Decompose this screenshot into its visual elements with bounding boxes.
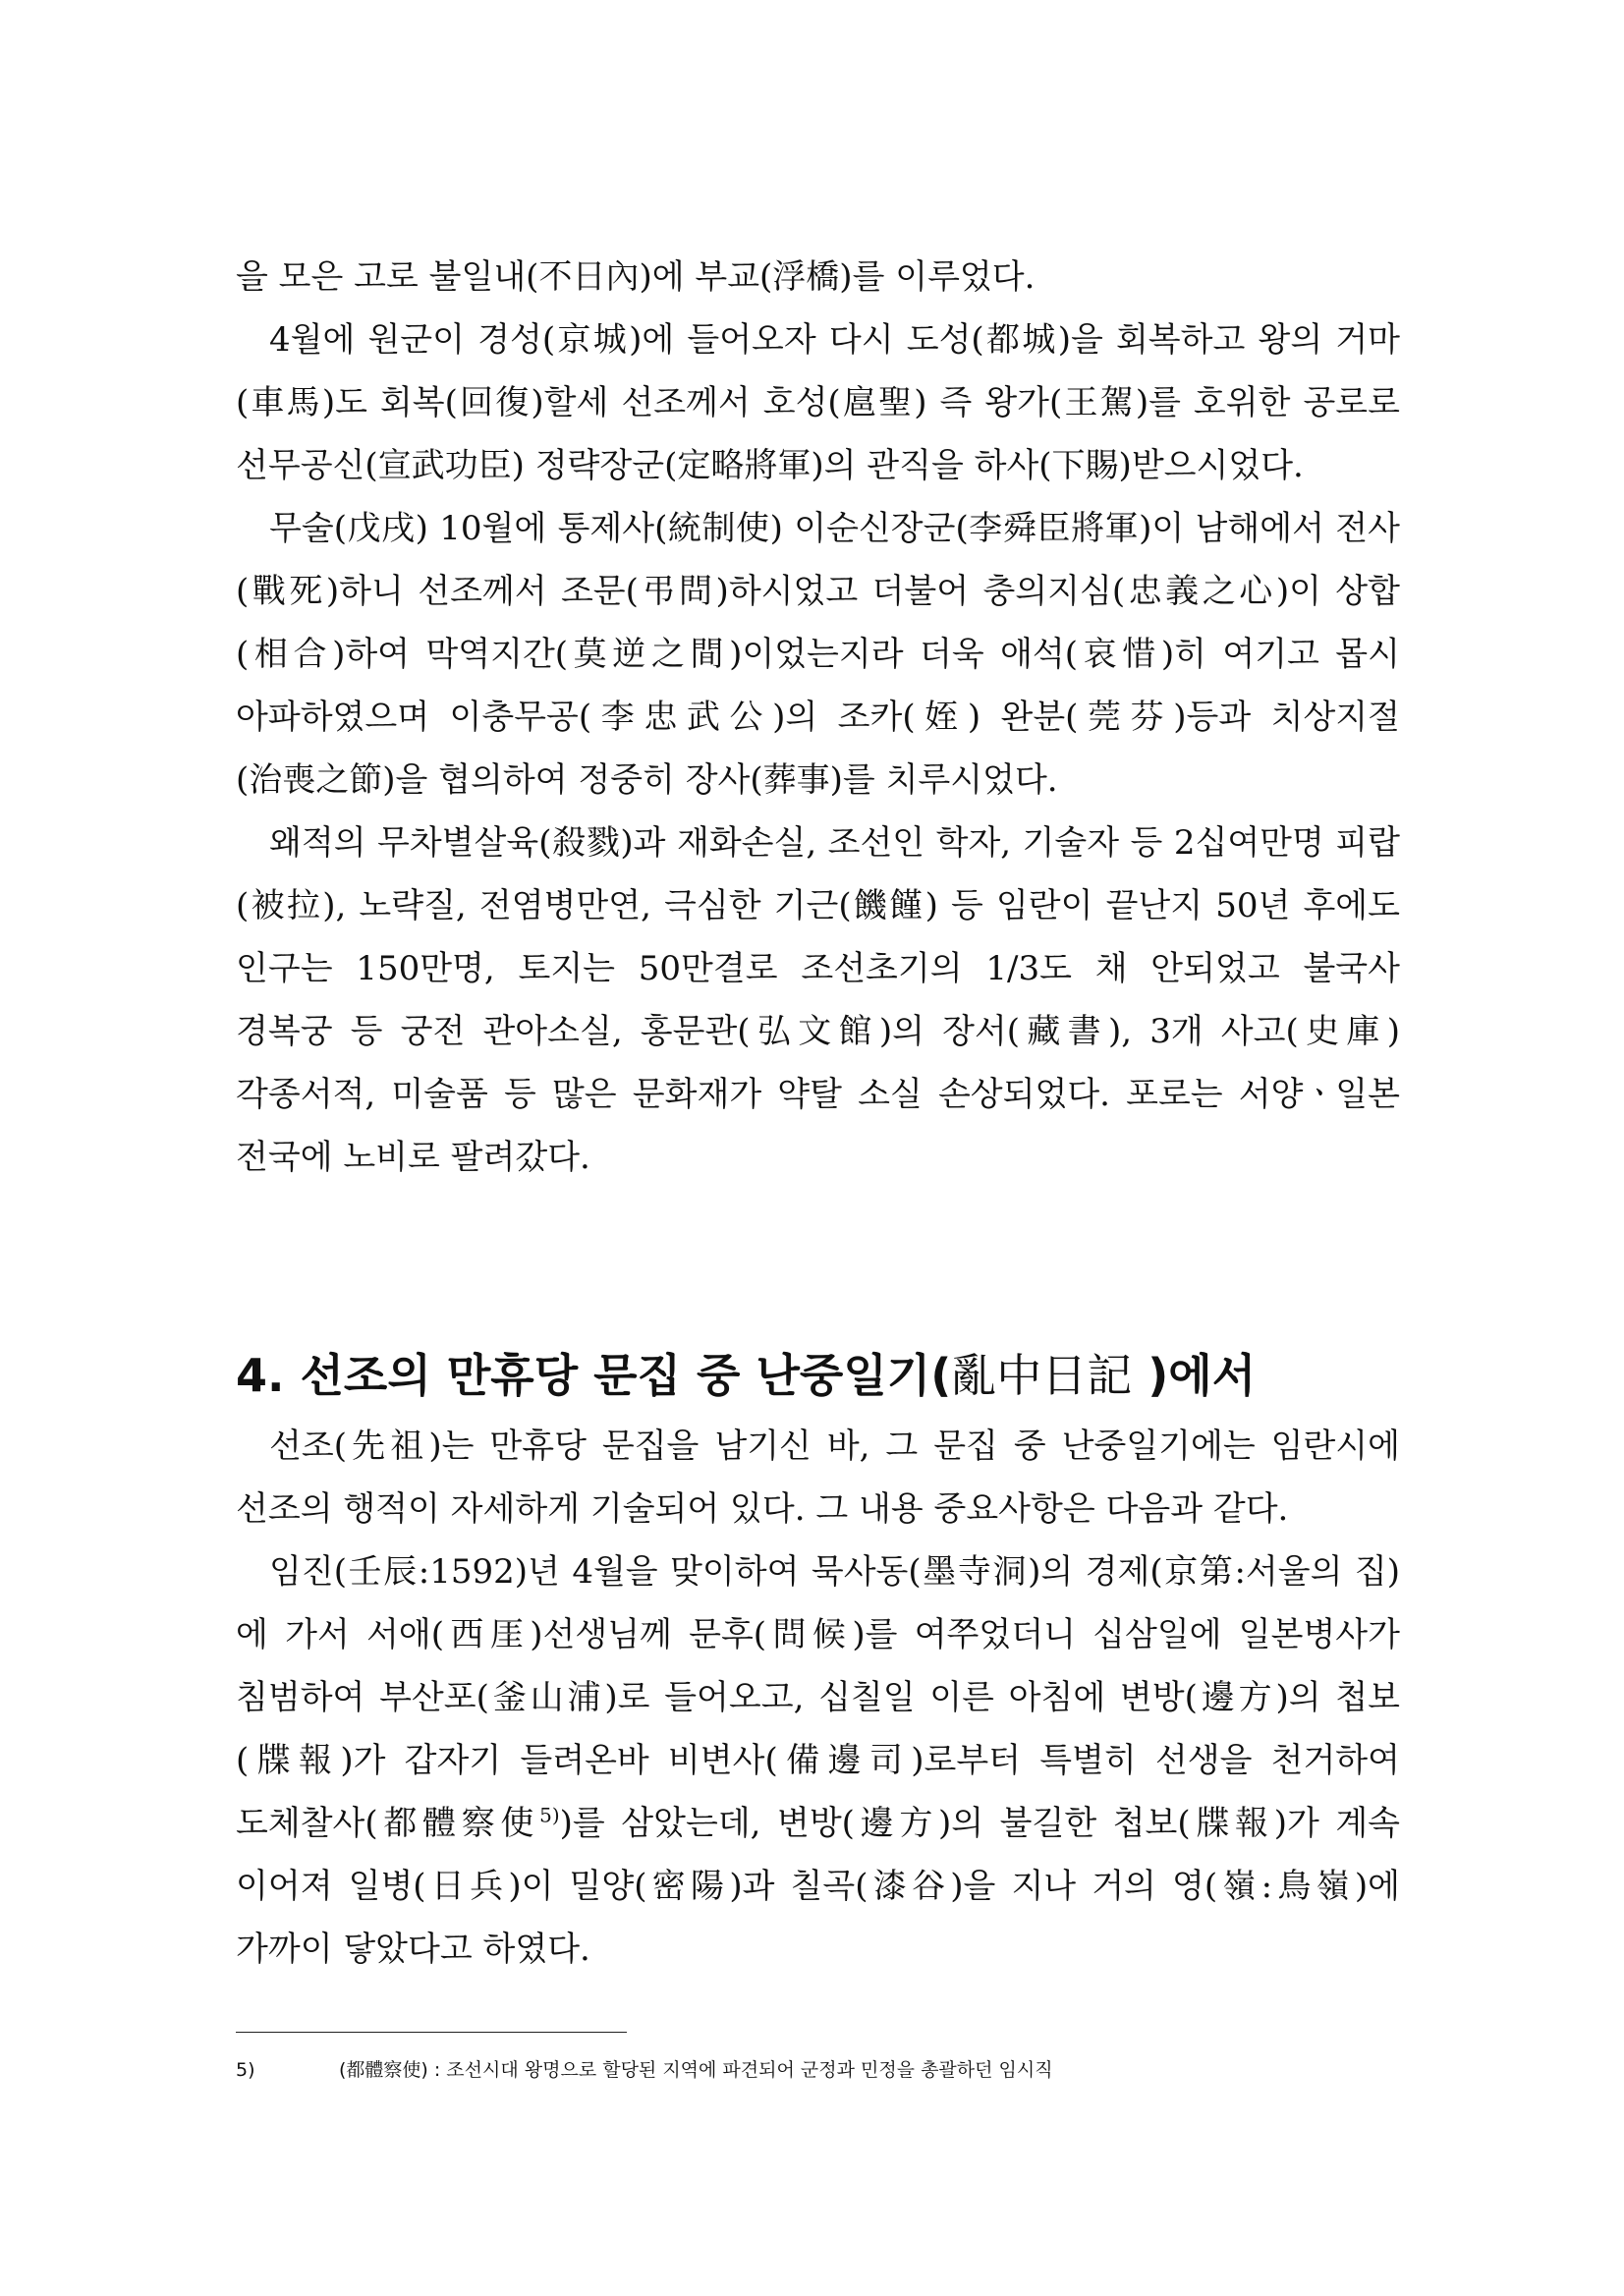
body-paragraph-2: 4월에 원군이 경성(京城)에 들어오자 다시 도성(都城)을 회복하고 왕의 거마(車馬)도 회복(回復)할세 선조께서 호성(扈聖) 즉 왕가(王駕)를 호위한 공로로 선무공신(宣武功臣) 정략장군(定略將軍)의 관직을 하사(下賜)받으시었다.	[236, 320, 1400, 485]
footnote-divider	[236, 2032, 627, 2033]
footnote-number: 5)	[236, 2059, 255, 2081]
footnote-text: (都體察使) : 조선시대 왕명으로 할당된 지역에 파견되어 군정과 민정을 총괄하던 임시직	[339, 2059, 1053, 2081]
section-heading	[236, 1336, 1400, 1415]
footnote	[236, 2057, 1053, 2083]
body-paragraph-1: 을 모은 고로 불일내(不日內)에 부교(浮橋)를 이루었다.	[236, 257, 1036, 297]
section-heading-prefix: 4. 선조의 만휴당 문집 중 난중일기(	[236, 1349, 952, 1402]
body-paragraph-3: 무술(戊戌) 10월에 통제사(統制使) 이순신장군(李舜臣將軍)이 남해에서 전사(戰死)하니 선조께서 조문(弔問)하시었고 더불어 충의지심(忠義之心)이 상합(相合)하여 막역지간(莫逆之間)이었는지라 더욱 애석(哀惜)히 여기고 몹시 아파하였으며 이충무공(李忠武公)의 조카(姪) 완분(莞芬)등과 치상지절(治喪之節)을 협의하여 정중히 장사(葬事)를 치루시었다.	[236, 509, 1400, 800]
section-heading-suffix: )에서	[1132, 1349, 1257, 1402]
page-body	[236, 246, 1400, 1981]
section-paragraph-2-text-b: )를 삼았는데, 변방(邊方)의 불길한 첩보(牒報)가 계속 이어져 일병(日兵)이 밀양(密陽)과 칠곡(漆谷)을 지나 거의 영(嶺:鳥嶺)에 가까이 닿았다고 하였다.	[236, 1804, 1401, 1969]
section-paragraph-1: 선조(先祖)는 만휴당 문집을 남기신 바, 그 문집 중 난중일기에는 임란시에 선조의 행적이 자세하게 기술되어 있다. 그 내용 중요사항은 다음과 같다.	[236, 1427, 1400, 1529]
section-heading-hanja: 亂中日記	[951, 1349, 1133, 1402]
section-spacer	[236, 1189, 1400, 1336]
footnote-reference[interactable]: 5)	[539, 1803, 560, 1827]
body-paragraph-4: 왜적의 무차별살육(殺戮)과 재화손실, 조선인 학자, 기술자 등 2십여만명 피랍(被拉), 노략질, 전염병만연, 극심한 기근(饑饉) 등 임란이 끝난지 50년 후에도 인구는 150만명, 토지는 50만결로 조선초기의 1/3도 채 안되었고 불국사 경복궁 등 궁전 관아소실, 홍문관(弘文館)의 장서(藏書), 3개 사고(史庫) 각종서적, 미술품 등 많은 문화재가 약탈 소실 손상되었다. 포로는 서양ㆍ일본 전국에 노비로 팔려갔다.	[236, 823, 1400, 1177]
section-paragraph-2	[236, 1540, 1400, 1981]
section-paragraph-2-text-a: 임진(壬辰:1592)년 4월을 맞이하여 묵사동(墨寺洞)의 경제(京第:서울의 집)에 가서 서애(西厓)선생님께 문후(問候)를 여쭈었더니 십삼일에 일본병사가 침범하여 부산포(釜山浦)로 들어오고, 십칠일 이른 아침에 변방(邊方)의 첩보(牒報)가 갑자기 들려온바 비변사(備邊司)로부터 특별히 선생을 천거하여 도체찰사(都體察使	[236, 1552, 1400, 1843]
